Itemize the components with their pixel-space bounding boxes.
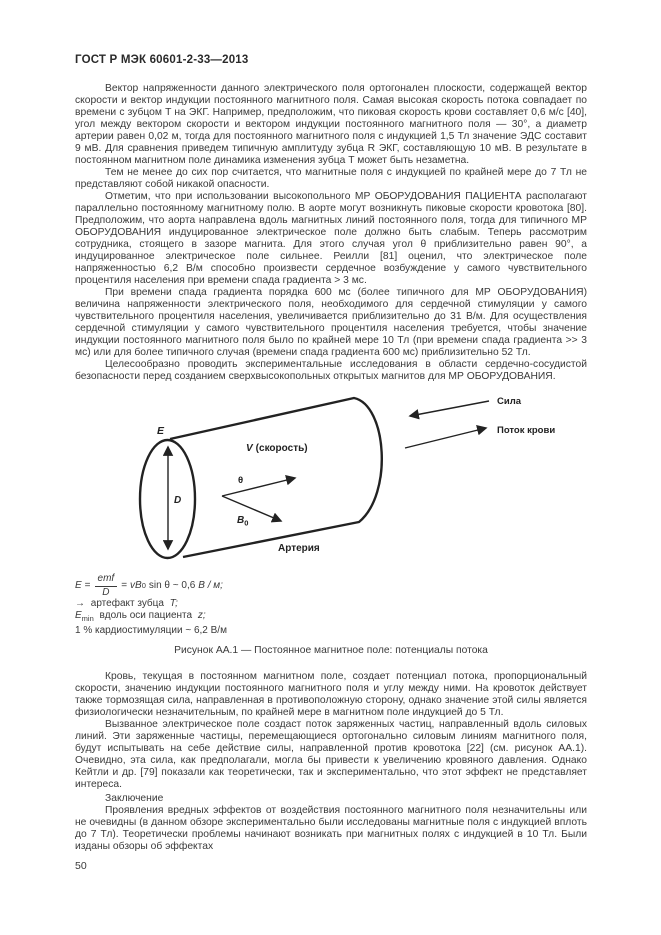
- formula-eq2: =: [121, 580, 128, 591]
- formula-fraction: $\frac{\text{emf}}{D}$: [95, 573, 118, 599]
- figure-aa1: [75, 386, 587, 568]
- page-number: 50: [75, 860, 87, 872]
- formula-b-sub: 0: [141, 581, 146, 590]
- label-d: D: [174, 495, 182, 506]
- b0-arrow: [222, 496, 281, 521]
- formula-line-emin: $E_{min}$ вдоль оси пациента z;: [75, 610, 206, 623]
- formula-e: E: [75, 580, 82, 591]
- force-arrow: [410, 401, 489, 416]
- artery-cylinder-diagram: [135, 386, 605, 568]
- formula-block: [75, 574, 587, 637]
- label-theta: θ: [238, 475, 244, 486]
- paragraph-flow-potential: Кровь, текущая в постоянном магнитном поле, создает потенциал потока, пропорциональный скорости, значению индукции постоянного магнитного поля и углу между ними. На кровоток действует также тормозящая сила, направленная в противоположную сторону, однако значение этой силы является физиологически незначительным, по крайней мере в магнитном поле индукцией до 5 Тл.: [75, 671, 587, 718]
- label-force: Сила: [497, 396, 522, 407]
- formula-line-cardio: 1 % кардиостимуляции ~ 6,2 В/м: [75, 625, 227, 636]
- conclusion-heading: Заключение: [105, 793, 164, 804]
- paragraph-high-field-mr: Отметим, что при использовании высокопольного МР ОБОРУДОВАНИЯ ПАЦИЕНТА располагают параллельно постоянному магнитному полю. В аорте могут возникнуть пиковые скорости кровотока [80]. Предположим, что аорта направлена вдоль магнитных линий постоянного поля, тогда для типичного МР ОБОРУДОВАНИЯ индуцированное электрическое поле должно быть слабым. Теперь рассмотрим сотрудника, стоящего в зазоре магнита. Для этого случая угол θ приблизительно равен 90°, а индуцированное электрическое поле сильнее. Реилли [81] оценил, что электрическое поле напряженностью 6,2 В/м способно произвести сердечное возбуждение у самого чувствительного процентиля населения при времени спада градиента > 3 мс.: [75, 191, 587, 286]
- formula-unit: В / м;: [198, 580, 223, 591]
- paragraph-gradient-decay: При времени спада градиента порядка 600 мс (более типичного для МР ОБОРУДОВАНИЯ) величина напряженности электрического поля, необходимого для сердечной стимуляции у самого чувствительного процентиля населения, увеличивается приблизительно до 31 В/м. Для осуществления сердечной стимуляции у самого чувствительного процентиля населения требуется, чтобы значение индукции постоянного магнитного поля было по крайней мере 10 Тл (при времени спада градиента >> 3 мс) или для более типичного случая (времени спада градиента 600 мс) приблизительно 52 Тл.: [75, 287, 587, 358]
- formula-line-emf: [75, 574, 587, 598]
- formula-v: v: [130, 580, 136, 591]
- formula-eq1: =: [84, 580, 91, 591]
- theta-arrow: [222, 478, 295, 496]
- paragraph-conclusion-body: Проявления вредных эффектов от воздействия постоянного магнитного поля незначительны или не очевидны (в данном обзоре экспериментально были исследованы магнитные поля с индукцией вплоть до 7 Тл). Теоретически проблемы начинают возникать при магнитных полях с индукцией в 10 Тл. Были изданы обзоры об эффектах: [75, 805, 587, 852]
- paragraph-charged-particles: Вызванное электрическое поле создаст поток заряженных частиц, направленный вдоль силовых линий. Эти заряженные частицы, перемещающиеся ортогонально силовым линиям магнитного поля, будут испытывать на себе действие силы, направленной против кровотока [22] (см. рисунок АА.1). Очевидно, эта сила, как предполагали, могла бы привести к увеличению кровяного давления. Однако Кейтли и др. [79] показали как теоретически, так и экспериментально, что этот эффект не представляет интереса.: [75, 719, 587, 790]
- label-artery: Артерия: [278, 543, 320, 554]
- cylinder-outline: [170, 398, 382, 557]
- document-title: ГОСТ Р МЭК 60601-2-33—2013: [75, 54, 249, 66]
- figure-caption: Рисунок АА.1 — Постоянное магнитное поле: потенциалы потока: [174, 645, 488, 656]
- formula-sin: sin θ ~ 0,6: [148, 580, 196, 591]
- formula-b: B: [135, 580, 142, 591]
- label-velocity: V (скорость): [246, 443, 308, 454]
- label-blood-flow: Поток крови: [497, 425, 556, 436]
- paragraph-7t-safety: Тем не менее до сих пор считается, что магнитные поля с индукцией по крайней мере до 7 Тл не представляют собой никакой опасности.: [75, 167, 587, 190]
- formula-line-artifact: → артефакт зубца T;: [75, 598, 178, 609]
- paragraph-flow-vector: Вектор напряженности данного электрического поля ортогонален плоскости, содержащей вектор скорости и вектор индукции постоянного магнитного поля. Самая высокая скорость потока совпадает по времени с зубцом T на ЭКГ. Например, предположим, что пиковая скорость крови составляет 0,6 м/с [40], угол между вектором скорости и вектором индукции постоянного магнитного поля — 30°, а диаметр артерии равен 0,02 м, тогда для постоянного магнитного поля с индукцией 1,5 Тл значение ЭДС составит 9 мВ. Для сравнения приведем типичную амплитуду зубца R ЭКГ, составляющую 10 мВ. В результате в постоянном магнитном поле динамика изменения зубца T может быть незаметна.: [75, 83, 587, 166]
- paragraph-cardio-research: Целесообразно проводить экспериментальные исследования в области сердечно-сосудистой безопасности перед созданием сверхвысокопольных открытых магнитов для МР ОБОРУДОВАНИЯ.: [75, 359, 587, 382]
- label-e: E: [157, 425, 165, 437]
- blood-flow-arrow: [405, 428, 486, 448]
- arrow-right-glyph: →: [75, 598, 85, 609]
- label-b0: $B_0$: [237, 515, 249, 528]
